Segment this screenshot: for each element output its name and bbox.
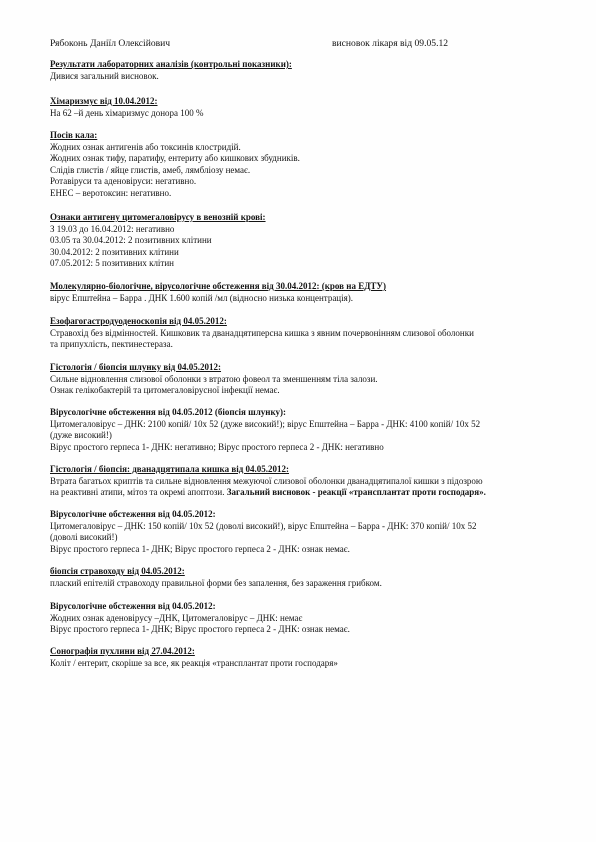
section-line: (дуже високий!) [50, 430, 112, 440]
section-virology-esophageal [50, 601, 560, 636]
section-title: Гістологія / біопсія шлунку від 04.05.2012: [50, 362, 222, 372]
section-line: Цитомегаловірус – ДНК: 150 копій/ 10х 52 (доволі високий!), вірус Епштейна – Барра - ДНК: 370 копій/ 10х 52 [50, 520, 477, 531]
section-line: 03.05 та 30.04.2012: 2 позитивних клітини [50, 235, 212, 245]
section-sonography [50, 646, 560, 669]
conclusion-text: Загальний висновок - реакції «трансплантат проти господаря». [224, 487, 486, 497]
patient-name: Рябоконь Даніїл Олексійович [50, 38, 171, 49]
section-esophageal-biopsy [50, 566, 560, 589]
section-title: біопсія стравоходу від 04.05.2012: [50, 566, 185, 576]
section-line: З 19.03 до 16.04.2012: негативно [50, 223, 175, 234]
section-line: Ротавіруси та аденовіруси: негативно. [50, 176, 197, 186]
section-title: Посів кала: [50, 130, 98, 140]
section-line: Жодних ознак антигенів або токсинів клостридій. [50, 141, 241, 152]
section-title: Результати лабораторних аналізів (контрольні показники): [50, 59, 292, 69]
section-title: Вірусологічне обстеження від 04.05.2012 (біопсія шлунку): [50, 407, 287, 417]
section-line: Ознак гелікобактерій та цитомегаловірусної інфекції немає. [50, 385, 280, 395]
section-stool-culture [50, 130, 560, 199]
section-line: Слідів глистів / яйце глистів, амеб, лямбліозу немає. [50, 164, 251, 175]
section-title: Ознаки антигену цитомегаловірусу в венозній крові: [50, 212, 266, 222]
section-line: вірус Епштейна – Барра . ДНК 1.600 копій /мл (відносно низька концентрація). [50, 292, 354, 303]
section-line: та припухлість, пектинестераза. [50, 339, 173, 349]
section-line: Коліт / ентерит, скоріше за все, як реакція «трансплантат проти господаря» [50, 657, 338, 668]
section-line: На 62 –й день хімаризмус донора 100 % [50, 107, 204, 118]
section-title: Гістологія / біопсія: дванадцятипала кишка від 04.05.2012: [50, 464, 290, 474]
section-virology-duodenal [50, 509, 560, 555]
section-line: Жодних ознак тифу, паратифу, ентериту або кишкових збудників. [50, 153, 300, 163]
section-chimerism [50, 96, 560, 119]
section-egds [50, 316, 560, 351]
section-line: Вірус простого герпеса 1- ДНК; Вірус простого герпеса 2 - ДНК: ознак немає. [50, 624, 350, 634]
section-line: 30.04.2012: 2 позитивних клітини [50, 246, 179, 257]
section-line: (доволі високий!) [50, 532, 118, 542]
section-title: Сонографія пухлини від 27.04.2012: [50, 646, 195, 656]
section-title: Езофагогастродуоденоскопія від 04.05.2012: [50, 316, 227, 326]
section-line: Жодних ознак аденовірусу –ДНК, Цитомегаловірус – ДНК: немає [50, 612, 303, 623]
section-line: Вірус простого герпеса 1- ДНК: негативно; Вірус простого герпеса 2 - ДНК: негативно [50, 441, 384, 452]
section-line: Втрата багатьох криптів та сильне відновлення межуючої слизової оболонки дванадцятипалої кишки з підозрою [50, 475, 483, 486]
section-title: Хімаризмус від 10.04.2012: [50, 96, 158, 106]
section-line: Сильне відновлення слизової оболонки з втратою фовеол та зменшенням тіла залози. [50, 373, 378, 384]
section-gastric-histology [50, 362, 560, 397]
section-line: ЕНЕС – веротоксин: негативно. [50, 187, 172, 198]
section-molecular-biology [50, 281, 560, 304]
section-virology-gastric [50, 407, 560, 453]
section-duodenal-histology [50, 464, 560, 499]
section-line: 07.05.2012: 5 позитивних клітин [50, 258, 175, 268]
section-line: Цитомегаловірус – ДНК: 2100 копій/ 10х 52 (дуже високий!); вірус Епштейна – Барра - ДНК: 4100 копій/ 10х 52 [50, 418, 481, 429]
report-label: висновок лікаря від 09.05.12 [332, 38, 449, 49]
section-cmv-antigen [50, 212, 560, 270]
section-line: Вірус простого герпеса 1- ДНК; Вірус простого герпеса 2 - ДНК: ознак немає. [50, 543, 350, 554]
section-title: Вірусологічне обстеження від 04.05.2012: [50, 601, 216, 611]
section-line: на реактивні атипи, мітоз та окремі апоптози. [50, 487, 225, 497]
section-title: Вірусологічне обстеження від 04.05.2012: [50, 509, 216, 519]
section-line: Стравохід без відмінностей. Кишковик та дванадцятиперсна кишка з явним почервонінням слизової оболонки [50, 327, 474, 338]
section-title: Молекулярно-біологічне, вірусологічне обстеження від 30.04.2012: (кров на ЕДТУ) [50, 281, 387, 291]
section-line: плаский епітелій стравоходу правильної форми без запалення, без зараження грибком. [50, 577, 382, 588]
section-lab-results [50, 59, 560, 82]
section-line: Дивися загальний висновок. [50, 70, 159, 81]
